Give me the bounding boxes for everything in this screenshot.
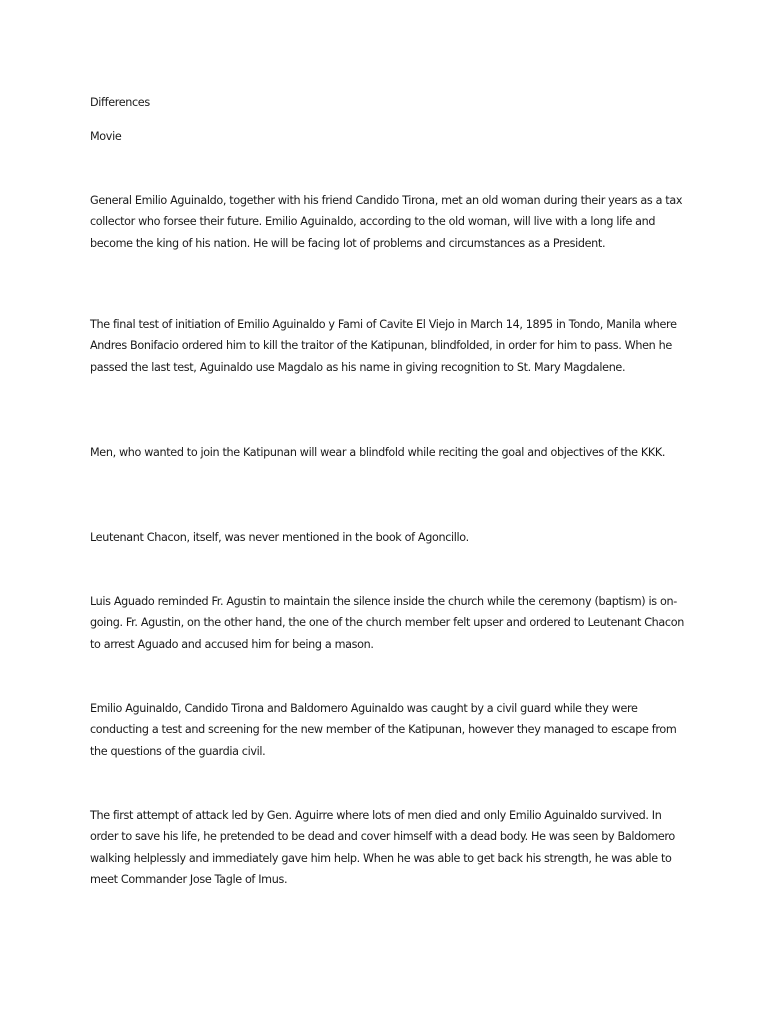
paragraph: General Emilio Aguinaldo, together with his friend Candido Tirona, met an old woman during their years as a tax collector who forsee their future. Emilio Aguinaldo, according to the old woman, will live with a long life and become the king of his nation. He will be facing lot of problems and circumstances as a President. [90, 194, 683, 250]
paragraph: Leutenant Chacon, itself, was never mentioned in the book of Agoncillo. [90, 531, 469, 544]
paragraph: Men, who wanted to join the Katipunan will wear a blindfold while reciting the goal and objectives of the KKK. [90, 446, 666, 459]
document-heading: Differences [90, 96, 150, 109]
paragraph: The first attempt of attack led by Gen. Aguirre where lots of men died and only Emilio Aguinaldo survived. In order to save his life, he pretended to be dead and cover himself with a dead body. He was seen by Baldomero walking helplessly and immediately gave him help. When he was able to get back his strength, he was able to meet Commander Jose Tagle of Imus. [90, 809, 675, 886]
paragraph: Emilio Aguinaldo, Candido Tirona and Baldomero Aguinaldo was caught by a civil guard while they were conducting a test and screening for the new member of the Katipunan, however they managed to escape from the questions of the guardia civil. [90, 702, 677, 758]
paragraph: The final test of initiation of Emilio Aguinaldo y Fami of Cavite El Viejo in March 14, 1895 in Tondo, Manila where Andres Bonifacio ordered him to kill the traitor of the Katipunan, blindfolded, in order for him to pass. When he passed the last test, Aguinaldo use Magdalo as his name in giving recognition to St. Mary Magdalene. [90, 318, 677, 374]
paragraph: Luis Aguado reminded Fr. Agustin to maintain the silence inside the church while the ceremony (baptism) is on-going. Fr. Agustin, on the other hand, the one of the church member felt upser and ordered to Leutenant Chacon to arrest Aguado and accused him for being a mason. [90, 595, 684, 651]
section-heading-movie: Movie [90, 130, 122, 143]
